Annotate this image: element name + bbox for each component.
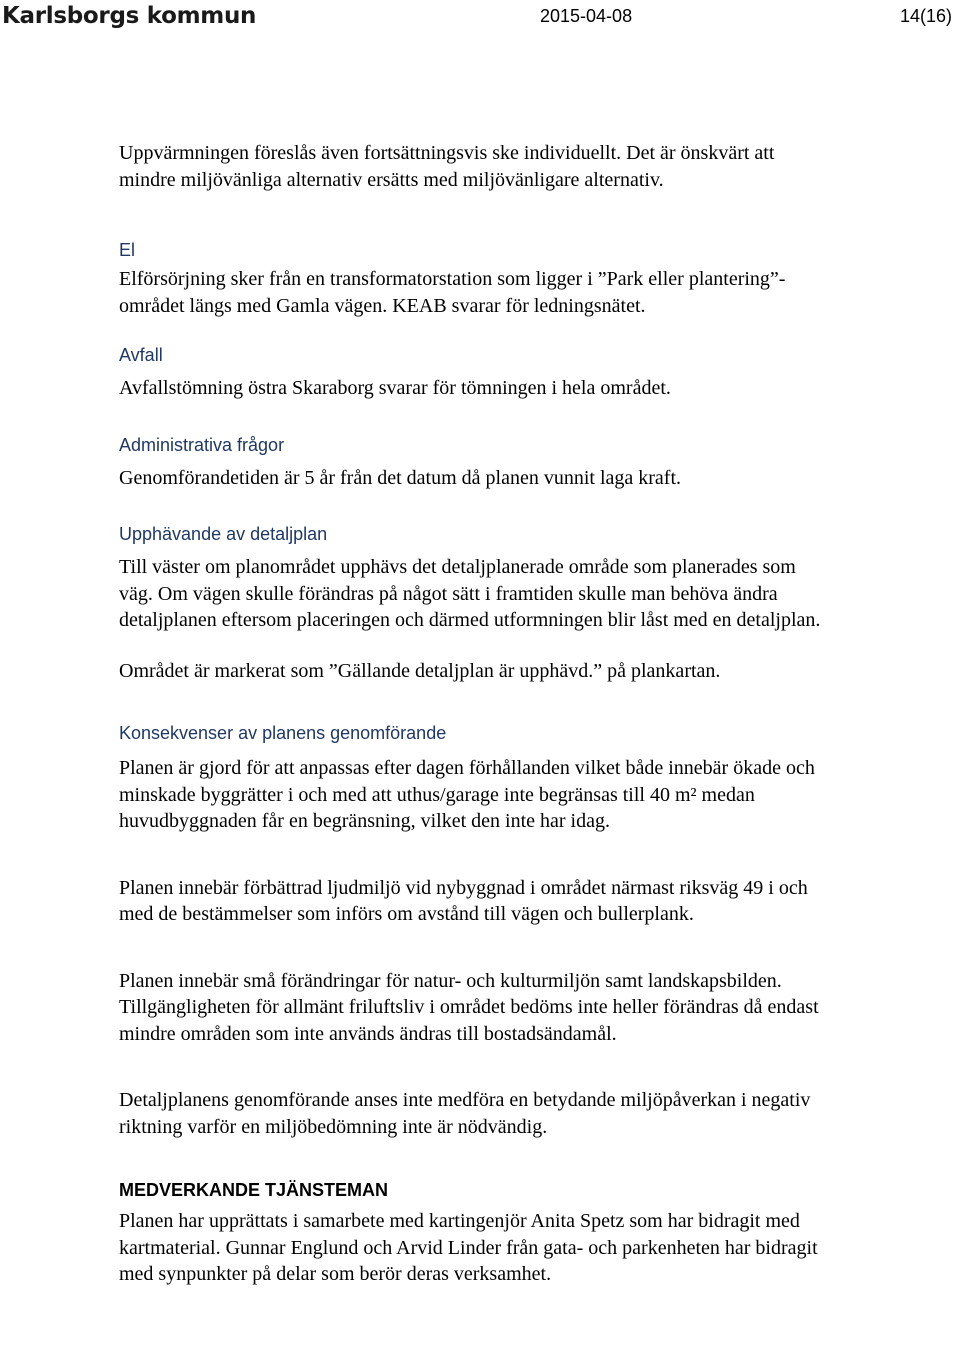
paragraph-konsekvenser-2: [119, 875, 949, 928]
page-number: 14(16): [899, 6, 952, 26]
heading-medverkande-tjansteman: MEDVERKANDE TJÄNSTEMAN: [119, 1180, 389, 1200]
paragraph-medverkande: [119, 1208, 949, 1288]
heading-administrativa-fragor: Administrativa frågor: [119, 434, 285, 455]
paragraph-el: [119, 266, 949, 319]
text-line: Avfallstömning östra Skaraborg svarar för tömningen i hela området.: [119, 377, 671, 399]
paragraph-omradet-markerat: [119, 658, 949, 685]
document-body: [119, 140, 949, 1288]
text-line: kartmaterial. Gunnar Englund och Arvid Linder från gata- och parkenheten har bidragit: [119, 1236, 818, 1259]
paragraph-avfall: [119, 375, 949, 402]
text-line: mindre miljövänliga alternativ ersätts med miljövänligare alternativ.: [119, 168, 664, 191]
text-line: Uppvärmningen föreslås även fortsättningsvis ske individuellt. Det är önskvärt att: [119, 142, 775, 164]
paragraph-konsekvenser-3: [119, 968, 949, 1048]
text-line: väg. Om vägen skulle förändras på något sätt i framtiden skulle man behöva ändra: [119, 582, 778, 605]
heading-upphavande: Upphävande av detaljplan: [119, 524, 328, 544]
text-line: med de bestämmelser som införs om avstånd till vägen och bullerplank.: [119, 903, 694, 925]
text-line: Planen innebär små förändringar för natur- och kulturmiljön samt landskapsbilden.: [119, 969, 782, 992]
document-date: 2015-04-08: [540, 6, 633, 26]
heading-avfall: Avfall: [119, 345, 163, 365]
paragraph-upphavande: [119, 554, 949, 634]
page-header: [0, 0, 960, 36]
text-line: Tillgängligheten för allmänt friluftsliv i området bedöms inte heller förändras då endast: [119, 996, 819, 1018]
text-line: minskade byggrätter i och med att uthus/garage inte begränsas till 40 m² medan: [119, 783, 755, 806]
text-line: Elförsörjning sker från en transformatorstation som ligger i ”Park eller plantering”-: [119, 268, 786, 290]
text-line: Området är markerat som ”Gällande detaljplan är upphävd.” på plankartan.: [119, 659, 721, 682]
paragraph-administrativa-fragor: [119, 465, 949, 492]
heading-el: El: [119, 240, 136, 260]
municipality-logo: Karlsborgs kommun: [2, 3, 257, 29]
text-line: Detaljplanens genomförande anses inte medföra en betydande miljöpåverkan i negativ: [119, 1089, 811, 1111]
text-line: mindre områden som inte används ändras till bostadsändamål.: [119, 1022, 617, 1045]
text-line: Planen innebär förbättrad ljudmiljö vid nybyggnad i området närmast riksväg 49 i och: [119, 876, 808, 899]
paragraph-konsekvenser-1: [119, 755, 949, 835]
text-line: huvudbyggnaden får en begränsning, vilket den inte har idag.: [119, 810, 610, 832]
text-line: Planen har upprättats i samarbete med kartingenjör Anita Spetz som har bidragit med: [119, 1210, 800, 1232]
heading-konsekvenser: Konsekvenser av planens genomförande: [119, 723, 447, 743]
text-line: detaljplanen eftersom placeringen och därmed utformningen blir låst med en detaljplan.: [119, 609, 821, 631]
paragraph-konsekvenser-4: [119, 1087, 949, 1140]
text-line: området längs med Gamla vägen. KEAB svarar för ledningsnätet.: [119, 294, 646, 317]
text-line: med synpunkter på delar som berör deras verksamhet.: [119, 1263, 552, 1285]
text-line: riktning varför en miljöbedömning inte är nödvändig.: [119, 1115, 548, 1138]
text-line: Planen är gjord för att anpassas efter dagen förhållanden vilket både innebär ökade och: [119, 757, 815, 779]
text-line: Genomförandetiden är 5 år från det datum då planen vunnit laga kraft.: [119, 466, 682, 489]
paragraph-heating: [119, 140, 949, 193]
text-line: Till väster om planområdet upphävs det detaljplanerade område som planerades som: [119, 556, 796, 578]
